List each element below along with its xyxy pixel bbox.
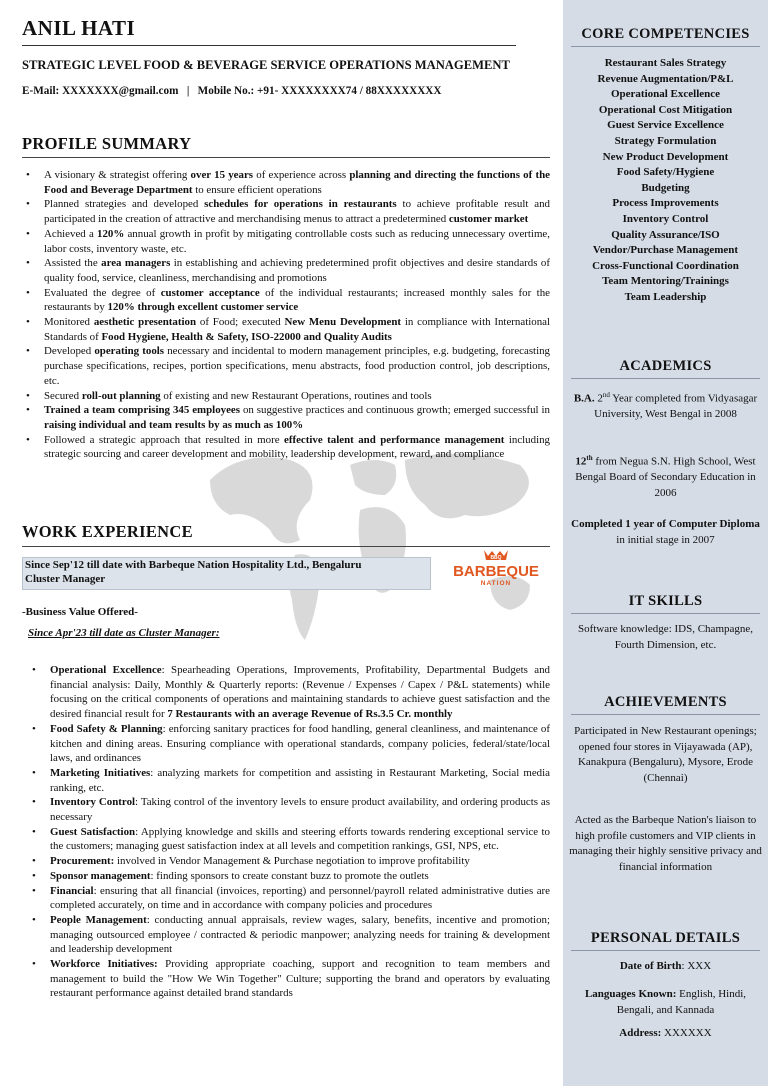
personal-details-title: PERSONAL DETAILS (590, 930, 741, 946)
address (569, 1026, 762, 1042)
profile-item-4: • Assisted the area managers in establishing and achieving predetermined profit objectives and desire standards of quality food, service, cleanliness, merchandising and promotions (22, 256, 550, 285)
competency-item: Restaurant Sales Strategy (604, 57, 727, 69)
profile-item-7: • Developed operating tools necessary and incidental to modern management principles, e.g. budgeting, forecasting purchase specifications, recipes, portion specifications, menu abstracts, food production control, job descriptions, etc. (22, 344, 550, 388)
work-divider (22, 546, 550, 547)
work-item-7: • Sponsor management: finding sponsors to create constant buzz to promote the outlets (28, 869, 550, 884)
profile-list (22, 168, 550, 462)
address-value: XXXXXX (661, 1027, 712, 1039)
role-line: Cluster Manager (25, 573, 106, 585)
academics-item-1: B.A. 2nd Year completed from Vidyasagar University, West Bengal in 2008 (573, 391, 758, 421)
work-item-4: • Inventory Control: Taking control of the inventory levels to ensure product availability, and ordering products as necessary (28, 795, 550, 824)
company-line: Since Sep'12 till date with Barbeque Nation Hospitality Ltd., Bengaluru (25, 559, 362, 571)
dob-label: Date of Birth (619, 960, 682, 972)
work-item-3: • Marketing Initiatives: analyzing markets for competition and assisting in Restaurant Marketing, Social media ranking, etc. (28, 766, 550, 795)
competency-item: Quality Assurance/ISO (611, 228, 720, 241)
competency-item: Operational Excellence (610, 88, 721, 101)
competency-item: Food Safety/Hygiene (616, 166, 715, 179)
headline: STRATEGIC LEVEL FOOD & BEVERAGE SERVICE OPERATIONS MANAGEMENT (22, 58, 510, 72)
profile-item-8: • Secured roll-out planning of existing and new Restaurant Operations, routines and tools (22, 389, 550, 404)
personal-divider (571, 950, 760, 951)
profile-item-9: • Trained a team comprising 345 employees on suggestive practices and continuous growth; emerged successful in raising individual and team results by as much as 100% (22, 403, 550, 432)
work-item-8: • Financial: ensuring that all financial (invoices, reporting) and personnel/payroll related administrative duties are completed accurately, on time and in accordance with company policies and procedures (28, 884, 550, 913)
dob-value: : XXX (681, 960, 712, 972)
it-skills-divider (571, 613, 760, 614)
profile-item-10: • Followed a strategic approach that resulted in more effective talent and performance management including strategic sourcing and career development and mobility, leadership development, reward, and compliance (22, 433, 550, 462)
competency-item: Guest Service Excellence (607, 119, 724, 132)
logo-subtext: NATION (480, 580, 512, 587)
competency-item: Team Mentoring/Trainings (602, 275, 729, 288)
academics-title: ACADEMICS (619, 358, 712, 374)
work-list (28, 663, 550, 1001)
logo-text: BARBEQUE (453, 563, 539, 580)
employment-banner (22, 557, 431, 590)
work-item-9: • People Management: conducting annual appraisals, review wages, salary, benefits, incentive and promotion; managing outsourced employee / contracted & periodic manpower; analyzing needs for training & development and leadership development (28, 913, 550, 957)
work-item-10: • Workforce Initiatives: Providing appropriate coaching, support and recognition to team members and management to build the "How We Win Together" Culture; supporting the brand and operators by evaluating restaurant performance against detailed brand standards (28, 957, 550, 1001)
profile-summary-title: PROFILE SUMMARY (22, 134, 192, 153)
profile-item-5: • Evaluated the degree of customer acceptance of the individual restaurants; increased monthly sales for the restaurants by 120% through excellent customer service (22, 286, 550, 315)
languages-label: Languages Known: (584, 988, 677, 1000)
work-experience-title: WORK EXPERIENCE (22, 522, 193, 541)
candidate-name: ANIL HATI (22, 16, 136, 40)
core-competencies-title: CORE COMPETENCIES (581, 26, 750, 42)
academics-item-3: Completed 1 year of Computer Diploma in initial stage in 2007 (571, 518, 760, 546)
competency-item: Strategy Formulation (614, 134, 717, 147)
date-of-birth (569, 959, 762, 975)
profile-summary (22, 168, 550, 462)
work-item-5: • Guest Satisfaction: Applying knowledge and skills and steering efforts towards rendering exceptional service to the customers; managing guest satisfaction index at all levels and competition rankings, GSI, NPS, etc. (28, 825, 550, 854)
profile-item-3: • Achieved a 120% annual growth in profit by mitigating controllable costs such as reducing unnecessary overtime, labor costs, inventory waste, etc. (22, 227, 550, 256)
logo-badge: BBQ (490, 555, 502, 561)
achievements-title: ACHIEVEMENTS (604, 694, 727, 710)
achievement-item-2: Acted as the Barbeque Nation's liaison to high profile customers and VIP clients in managing their highly sensitive privacy and financial information (569, 814, 762, 873)
competency-item: Revenue Augmentation/P&L (597, 72, 734, 85)
work-item-2: • Food Safety & Planning: enforcing sanitary practices for food handling, general cleanliness, and maintenance of kitchen and dining areas. Ensuring compliance with operational standards, company policies, federal/state/local laws, and ordinances (28, 722, 550, 766)
name-divider (22, 45, 516, 46)
competency-item: Budgeting (641, 181, 690, 194)
competencies-divider (571, 46, 760, 47)
profile-item-1: • A visionary & strategist offering over 15 years of experience across planning and directing the functions of the Food and Beverage Department to ensure efficient operations (22, 168, 550, 197)
work-item-6: • Procurement: involved in Vendor Management & Purchase negotiation to improve profitability (28, 854, 550, 869)
competency-item: Team Leadership (624, 290, 707, 303)
business-value-heading: -Business Value Offered- (22, 606, 138, 618)
profile-item-2: • Planned strategies and developed schedules for operations in restaurants to achieve profitable result and participated in the creation of attractive and merchandising menus to attract a predetermined customer market (22, 197, 550, 226)
achievements-divider (571, 714, 760, 715)
competency-item: Process Improvements (612, 197, 719, 210)
work-details (28, 663, 550, 1001)
work-item-1: • Operational Excellence: Spearheading Operations, Improvements, Profitability, Departmental Budgets and financial analysis: Daily, Monthly & Quarterly reports: (Revenue / Expenses / Capex / P&L statements) while focusing on the critical components of operations and maintaining standards to achieve guest satisfaction and the desired financial result for 7 Restaurants with an average Revenue of Rs.3.5 Cr. monthly (28, 663, 550, 722)
profile-item-6: • Monitored aesthetic presentation of Food; executed New Menu Development in compliance with International Standards of Food Hygiene, Health & Safety, ISO-22000 and Quality Audits (22, 315, 550, 344)
languages-value: English, Hindi, Bengali, and Kannada (616, 988, 747, 1016)
academics-divider (571, 378, 760, 379)
achievement-item-1: Participated in New Restaurant openings; opened four stores in Vijayawada (AP), Kanakpura (Bengaluru), Mysore, Erode (Chennai) (574, 725, 757, 784)
barbeque-nation-logo (444, 548, 548, 590)
contact-line: E-Mail: XXXXXXX@gmail.com | Mobile No.: +91- XXXXXXXX74 / 88XXXXXXXX (22, 85, 442, 97)
it-skills-text: Software knowledge: IDS, Champagne, Fourth Dimension, etc. (577, 623, 754, 651)
profile-divider (22, 157, 550, 158)
address-label: Address: (619, 1027, 662, 1039)
competency-item: Vendor/Purchase Management (592, 244, 739, 257)
it-skills-title: IT SKILLS (628, 593, 703, 609)
current-role-heading: Since Apr'23 till date as Cluster Manager: (28, 627, 220, 639)
competencies-list (563, 56, 768, 306)
competency-item: New Product Development (602, 150, 729, 163)
competency-item: Inventory Control (622, 212, 709, 225)
competency-item: Operational Cost Mitigation (598, 103, 733, 116)
academics-item-2: 12th from Negua S.N. High School, West Bengal Board of Secondary Education in 2006 (575, 454, 756, 499)
sidebar (563, 0, 768, 1086)
competency-item: Cross-Functional Coordination (592, 259, 739, 272)
languages-known (569, 987, 762, 1018)
